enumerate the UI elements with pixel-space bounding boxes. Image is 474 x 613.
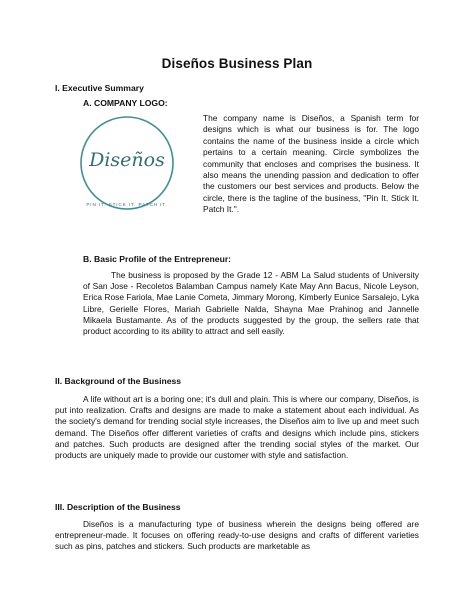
document-title: Diseños Business Plan	[161, 56, 313, 71]
section-heading-background: II. Background of the Business	[55, 376, 182, 386]
background-paragraph: A life without art is a boring one; it's dull and plain. This is where our company, Diseños, is put into realization. Crafts and designs are made to make a statement about each individual. As the society's demand for trending social style increases, the Diseños aim to live up and meet such demand. The Diseños offer different varieties of crafts and designs which include pins, stickers and patches. Such products are designed after the trending social styles of the market. Our products are uniquely made to provide our customer with style and satisfaction.	[55, 394, 419, 461]
company-logo	[77, 113, 177, 213]
logo-description: The company name is Diseños, a Spanish term for designs which is what our business is for. The logo contains the name of the business inside a circle which pertains to a certain meaning. Circle symbolizes the community that encloses and comprises the business. It also means the unending passion and dedication to offer the customers our best services and products. Below the circle, there is the tagline of the business, "Pin It. Stick It. Patch It.".	[203, 113, 419, 215]
logo-tagline: PIN IT. STICK IT. PATCH IT.	[86, 202, 168, 207]
entrepreneur-profile-paragraph: The business is proposed by the Grade 12 - ABM La Salud students of University of San Jose - Recoletos Balamban Campus namely Kate May Ann Bacus, Nicole Leyson, Erica Rose Fariola, Mae Lanie Cometa, Jimmary Morong, Kimberly Eunice Sarsalejo, Lyka Libre, Gerielle Flores, Mariah Gabrielle Nalda, Shayna Mae Prahinog and Jannelle Mikaela Bustamante. As of the products suggested by the group, the sellers rate that product according to its ability to attract and sell easily.	[83, 270, 419, 337]
subheading-entrepreneur-profile: B. Basic Profile of the Entrepreneur:	[83, 254, 232, 264]
section-heading-executive-summary: I. Executive Summary	[55, 83, 144, 93]
logo-graphic	[77, 113, 177, 213]
subheading-company-logo: A. COMPANY LOGO:	[83, 98, 168, 108]
section-heading-description: III. Description of the Business	[55, 502, 181, 512]
logo-wordmark: Diseños	[89, 149, 165, 171]
description-paragraph: Diseños is a manufacturing type of business wherein the designs being offered are entrepreneur-made. It focuses on offering ready-to-use designs and crafts of different varieties such as pins, patches and stickers. Such products are marketable as	[55, 519, 419, 552]
